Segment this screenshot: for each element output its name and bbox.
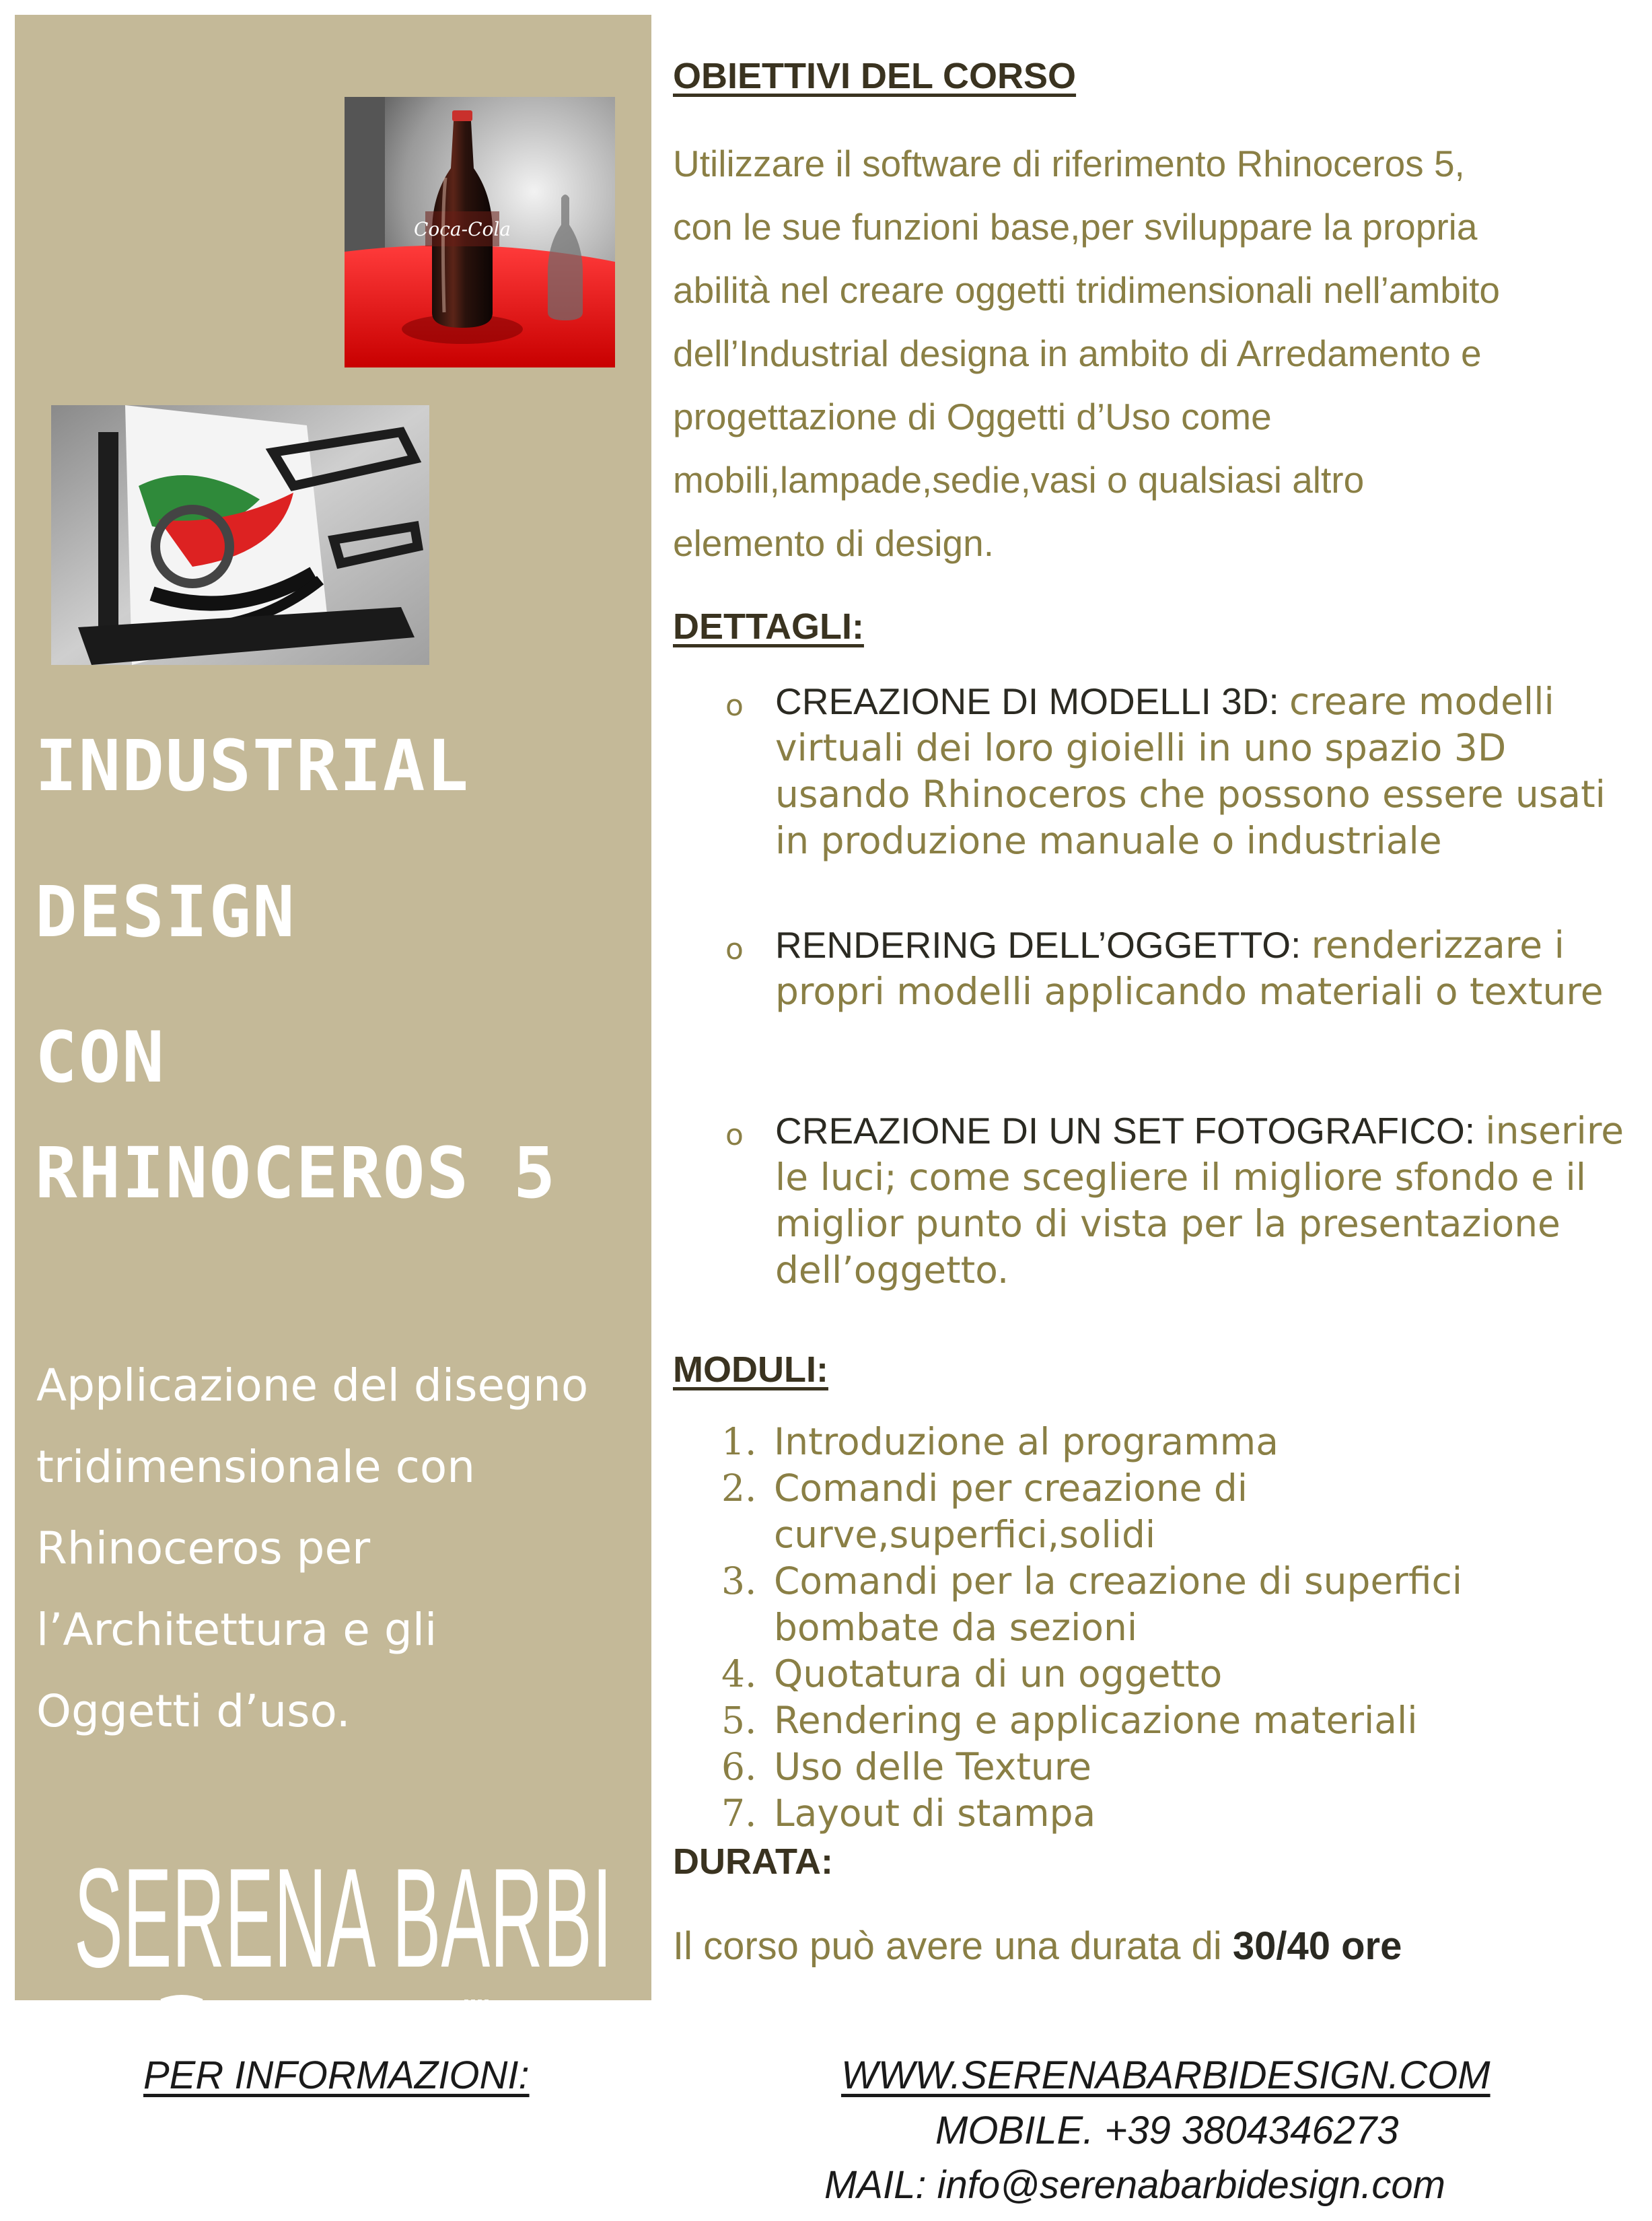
- obiettivi-line: mobili,lampade,sedie,vasi o qualsiasi altro: [673, 459, 1365, 501]
- module-number: 1.: [721, 1420, 757, 1463]
- course-subtitle-line: tridimensionale con: [36, 1441, 476, 1493]
- bullet-marker: o: [725, 932, 744, 966]
- module-item: [721, 1558, 1623, 1651]
- module-number: 3.: [721, 1559, 757, 1602]
- obiettivi-line: con le sue funzioni base,per sviluppare la propria: [673, 206, 1478, 248]
- durata-value: 30/40 ore: [1232, 1924, 1402, 1968]
- course-subtitle-line: Rhinoceros per: [36, 1522, 371, 1574]
- obiettivi-heading: OBIETTIVI DEL CORSO: [673, 56, 1077, 96]
- durata-label: Il corso può avere una durata di: [673, 1924, 1233, 1968]
- module-text: Comandi per creazione di curve,superfici,solidi: [774, 1467, 1248, 1556]
- mobile-number: MOBILE. +39 3804346273: [935, 2109, 1399, 2152]
- dettagli-item-sep: :: [1464, 1110, 1486, 1152]
- module-text: Uso delle Texture: [774, 1745, 1092, 1788]
- module-item: [721, 1744, 1623, 1790]
- dettagli-item-text: creare modelli virtuali dei loro gioielli in uno spazio 3D usando Rhinoceros che possono essere usati in produzione manuale o industriale: [775, 680, 1606, 862]
- obiettivi-line: Utilizzare il software di riferimento Rhinoceros 5,: [673, 143, 1465, 184]
- display-stand-render-image: [51, 405, 429, 665]
- obiettivi-line: elemento di design.: [673, 522, 994, 564]
- brand-name: SERENA BARBI: [74, 1845, 612, 1997]
- dettagli-item: [725, 678, 1627, 864]
- dettagli-item-sep: :: [1268, 680, 1290, 722]
- obiettivi-line: abilità nel creare oggetti tridimensionali nell’ambito: [673, 269, 1500, 311]
- module-text: Quotatura di un oggetto: [774, 1652, 1223, 1695]
- module-item: [721, 1697, 1623, 1744]
- info-label: PER INFORMAZIONI:: [143, 2053, 530, 2097]
- bullet-marker: o: [725, 1118, 744, 1152]
- module-item: [721, 1465, 1623, 1558]
- dettagli-item-lead: CREAZIONE DI UN SET FOTOGRAFICO: [775, 1110, 1465, 1152]
- bullet-marker: o: [725, 689, 744, 723]
- module-item: [721, 1790, 1623, 1837]
- bottle-label: Coca-Cola: [413, 218, 511, 240]
- moduli-heading: MODULI:: [673, 1349, 828, 1390]
- course-title-line: CON: [35, 1016, 166, 1098]
- sidebar: [15, 15, 651, 2000]
- obiettivi-paragraph: [673, 132, 1628, 575]
- dettagli-item: [725, 922, 1627, 1015]
- dettagli-item-lead: RENDERING DELL’OGGETTO: [775, 924, 1291, 966]
- module-text: Layout di stampa: [774, 1792, 1096, 1835]
- module-item: [721, 1651, 1623, 1697]
- course-subtitle-line: Applicazione del disegno: [36, 1360, 589, 1411]
- durata-text: [673, 1924, 1402, 1969]
- course-subtitle-line: l’Architettura e gli: [36, 1604, 437, 1656]
- dettagli-item: [725, 1108, 1627, 1294]
- module-number: 4.: [721, 1652, 757, 1695]
- bottle-render-image: [345, 97, 615, 367]
- website-link[interactable]: WWW.SERENABARBIDESIGN.COM: [841, 2053, 1491, 2097]
- course-subtitle-line: Oggetti d’uso.: [36, 1685, 351, 1737]
- module-number: 6.: [721, 1745, 757, 1788]
- module-number: 5.: [721, 1699, 757, 1742]
- durata-heading: DURATA:: [673, 1841, 833, 1882]
- course-title-line: DESIGN: [35, 871, 296, 953]
- brand-logo: [54, 1845, 633, 2000]
- obiettivi-line: dell’Industrial designa in ambito di Arredamento e: [673, 332, 1482, 374]
- obiettivi-line: progettazione di Oggetti d’Uso come: [673, 396, 1272, 437]
- course-title-line: INDUSTRIAL: [35, 725, 470, 807]
- dettagli-item-text: renderizzare i propri modelli applicando materiali o texture: [775, 923, 1604, 1013]
- module-number: 7.: [721, 1792, 757, 1835]
- module-number: 2.: [721, 1467, 757, 1510]
- module-text: Comandi per la creazione di superfici bombate da sezioni: [774, 1559, 1463, 1649]
- course-title-line: RHINOCEROS 5: [35, 1132, 557, 1214]
- dettagli-item-text: inserire le luci; come scegliere il migliore sfondo e il miglior punto di vista per la presentazione dell’oggetto.: [775, 1109, 1624, 1292]
- email-link[interactable]: MAIL: info@serenabarbidesign.com: [824, 2163, 1445, 2207]
- module-text: Introduzione al programma: [774, 1420, 1279, 1463]
- dettagli-item-sep: :: [1291, 924, 1312, 966]
- module-item: [721, 1419, 1623, 1465]
- dettagli-item-lead: CREAZIONE DI MODELLI 3D: [775, 680, 1269, 722]
- module-text: Rendering e applicazione materiali: [774, 1699, 1418, 1742]
- dettagli-heading: DETTAGLI:: [673, 606, 864, 647]
